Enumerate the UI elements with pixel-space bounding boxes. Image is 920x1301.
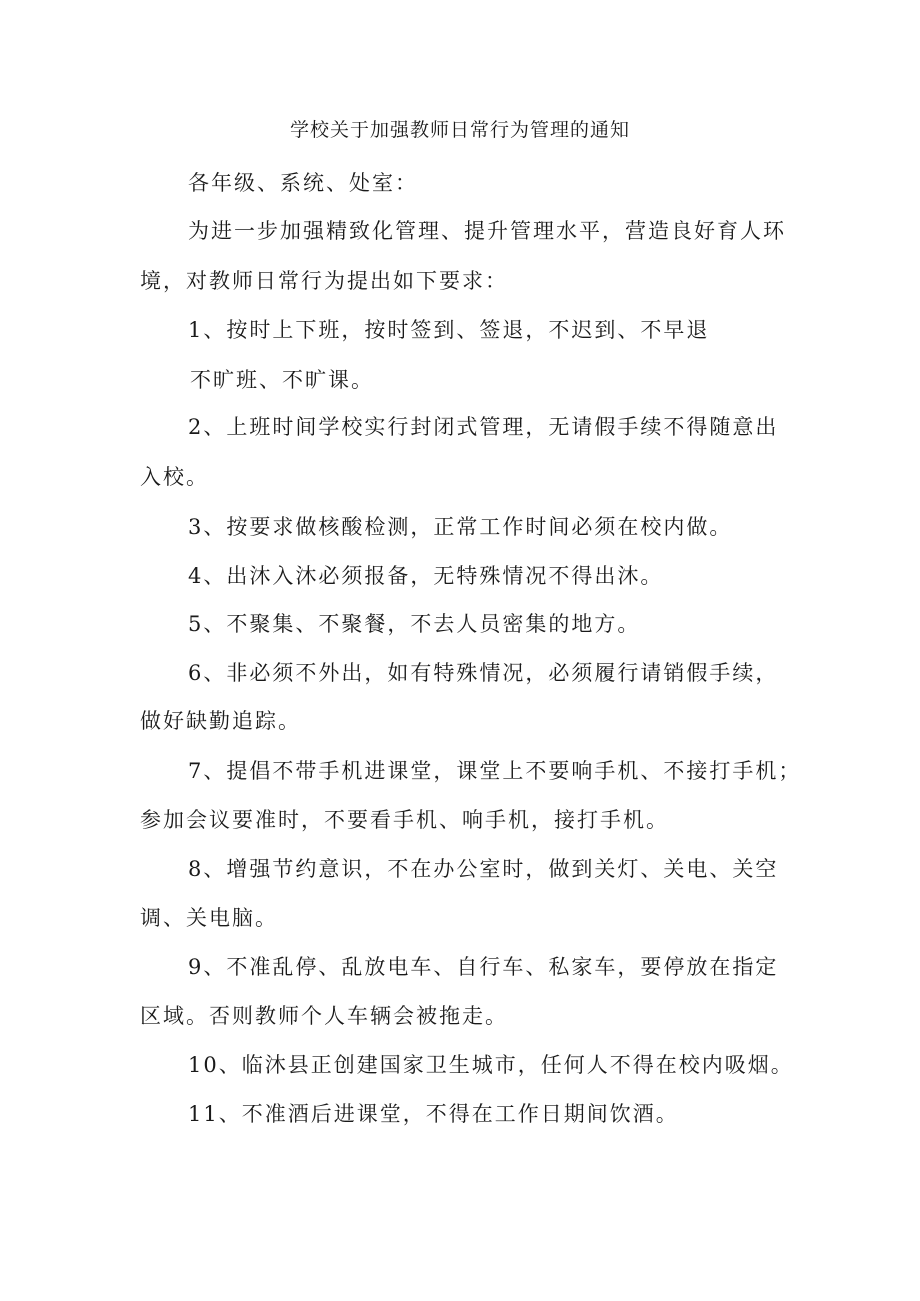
item-2-continuation: 入校。 (140, 465, 209, 489)
item-1-line: 1、按时上下班，按时签到、签退，不迟到、不早退 (188, 318, 710, 342)
item-9-continuation: 区域。否则教师个人车辆会被拖走。 (140, 1004, 508, 1028)
item-6-line: 6、非必须不外出，如有特殊情况，必须履行请销假手续， (188, 661, 779, 685)
item-4-line: 4、出沐入沐必须报备，无特殊情况不得出沐。 (188, 564, 664, 588)
item-1-continuation: 不旷班、不旷课。 (190, 368, 374, 392)
intro-paragraph-line: 为进一步加强精致化管理、提升管理水平，营造良好育人环 (188, 219, 786, 243)
item-7-continuation: 参加会议要准时，不要看手机、响手机，接打手机。 (140, 808, 669, 832)
item-10-line: 10、临沐县正创建国家卫生城市，任何人不得在校内吸烟。 (188, 1053, 794, 1077)
item-8-continuation: 调、关电脑。 (140, 906, 278, 930)
item-8-line: 8、增强节约意识，不在办公室时，做到关灯、关电、关空 (188, 857, 779, 881)
item-3-line: 3、按要求做核酸检测，正常工作时间必须在校内做。 (188, 515, 733, 539)
item-2-line: 2、上班时间学校实行封闭式管理，无请假手续不得随意出 (188, 415, 779, 439)
item-6-continuation: 做好缺勤追踪。 (140, 709, 301, 733)
item-7-line: 7、提倡不带手机进课堂，课堂上不要响手机、不接打手机； (188, 759, 802, 783)
item-5-line: 5、不聚集、不聚餐，不去人员密集的地方。 (188, 612, 641, 636)
item-9-line: 9、不准乱停、乱放电车、自行车、私家车，要停放在指定 (188, 955, 779, 979)
salutation: 各年级、系统、处室： (188, 171, 418, 195)
document-title: 学校关于加强教师日常行为管理的通知 (289, 119, 630, 141)
intro-paragraph-line: 境，对教师日常行为提出如下要求： (140, 269, 508, 293)
item-11-line: 11、不准酒后进课堂，不得在工作日期间饮酒。 (188, 1102, 679, 1126)
